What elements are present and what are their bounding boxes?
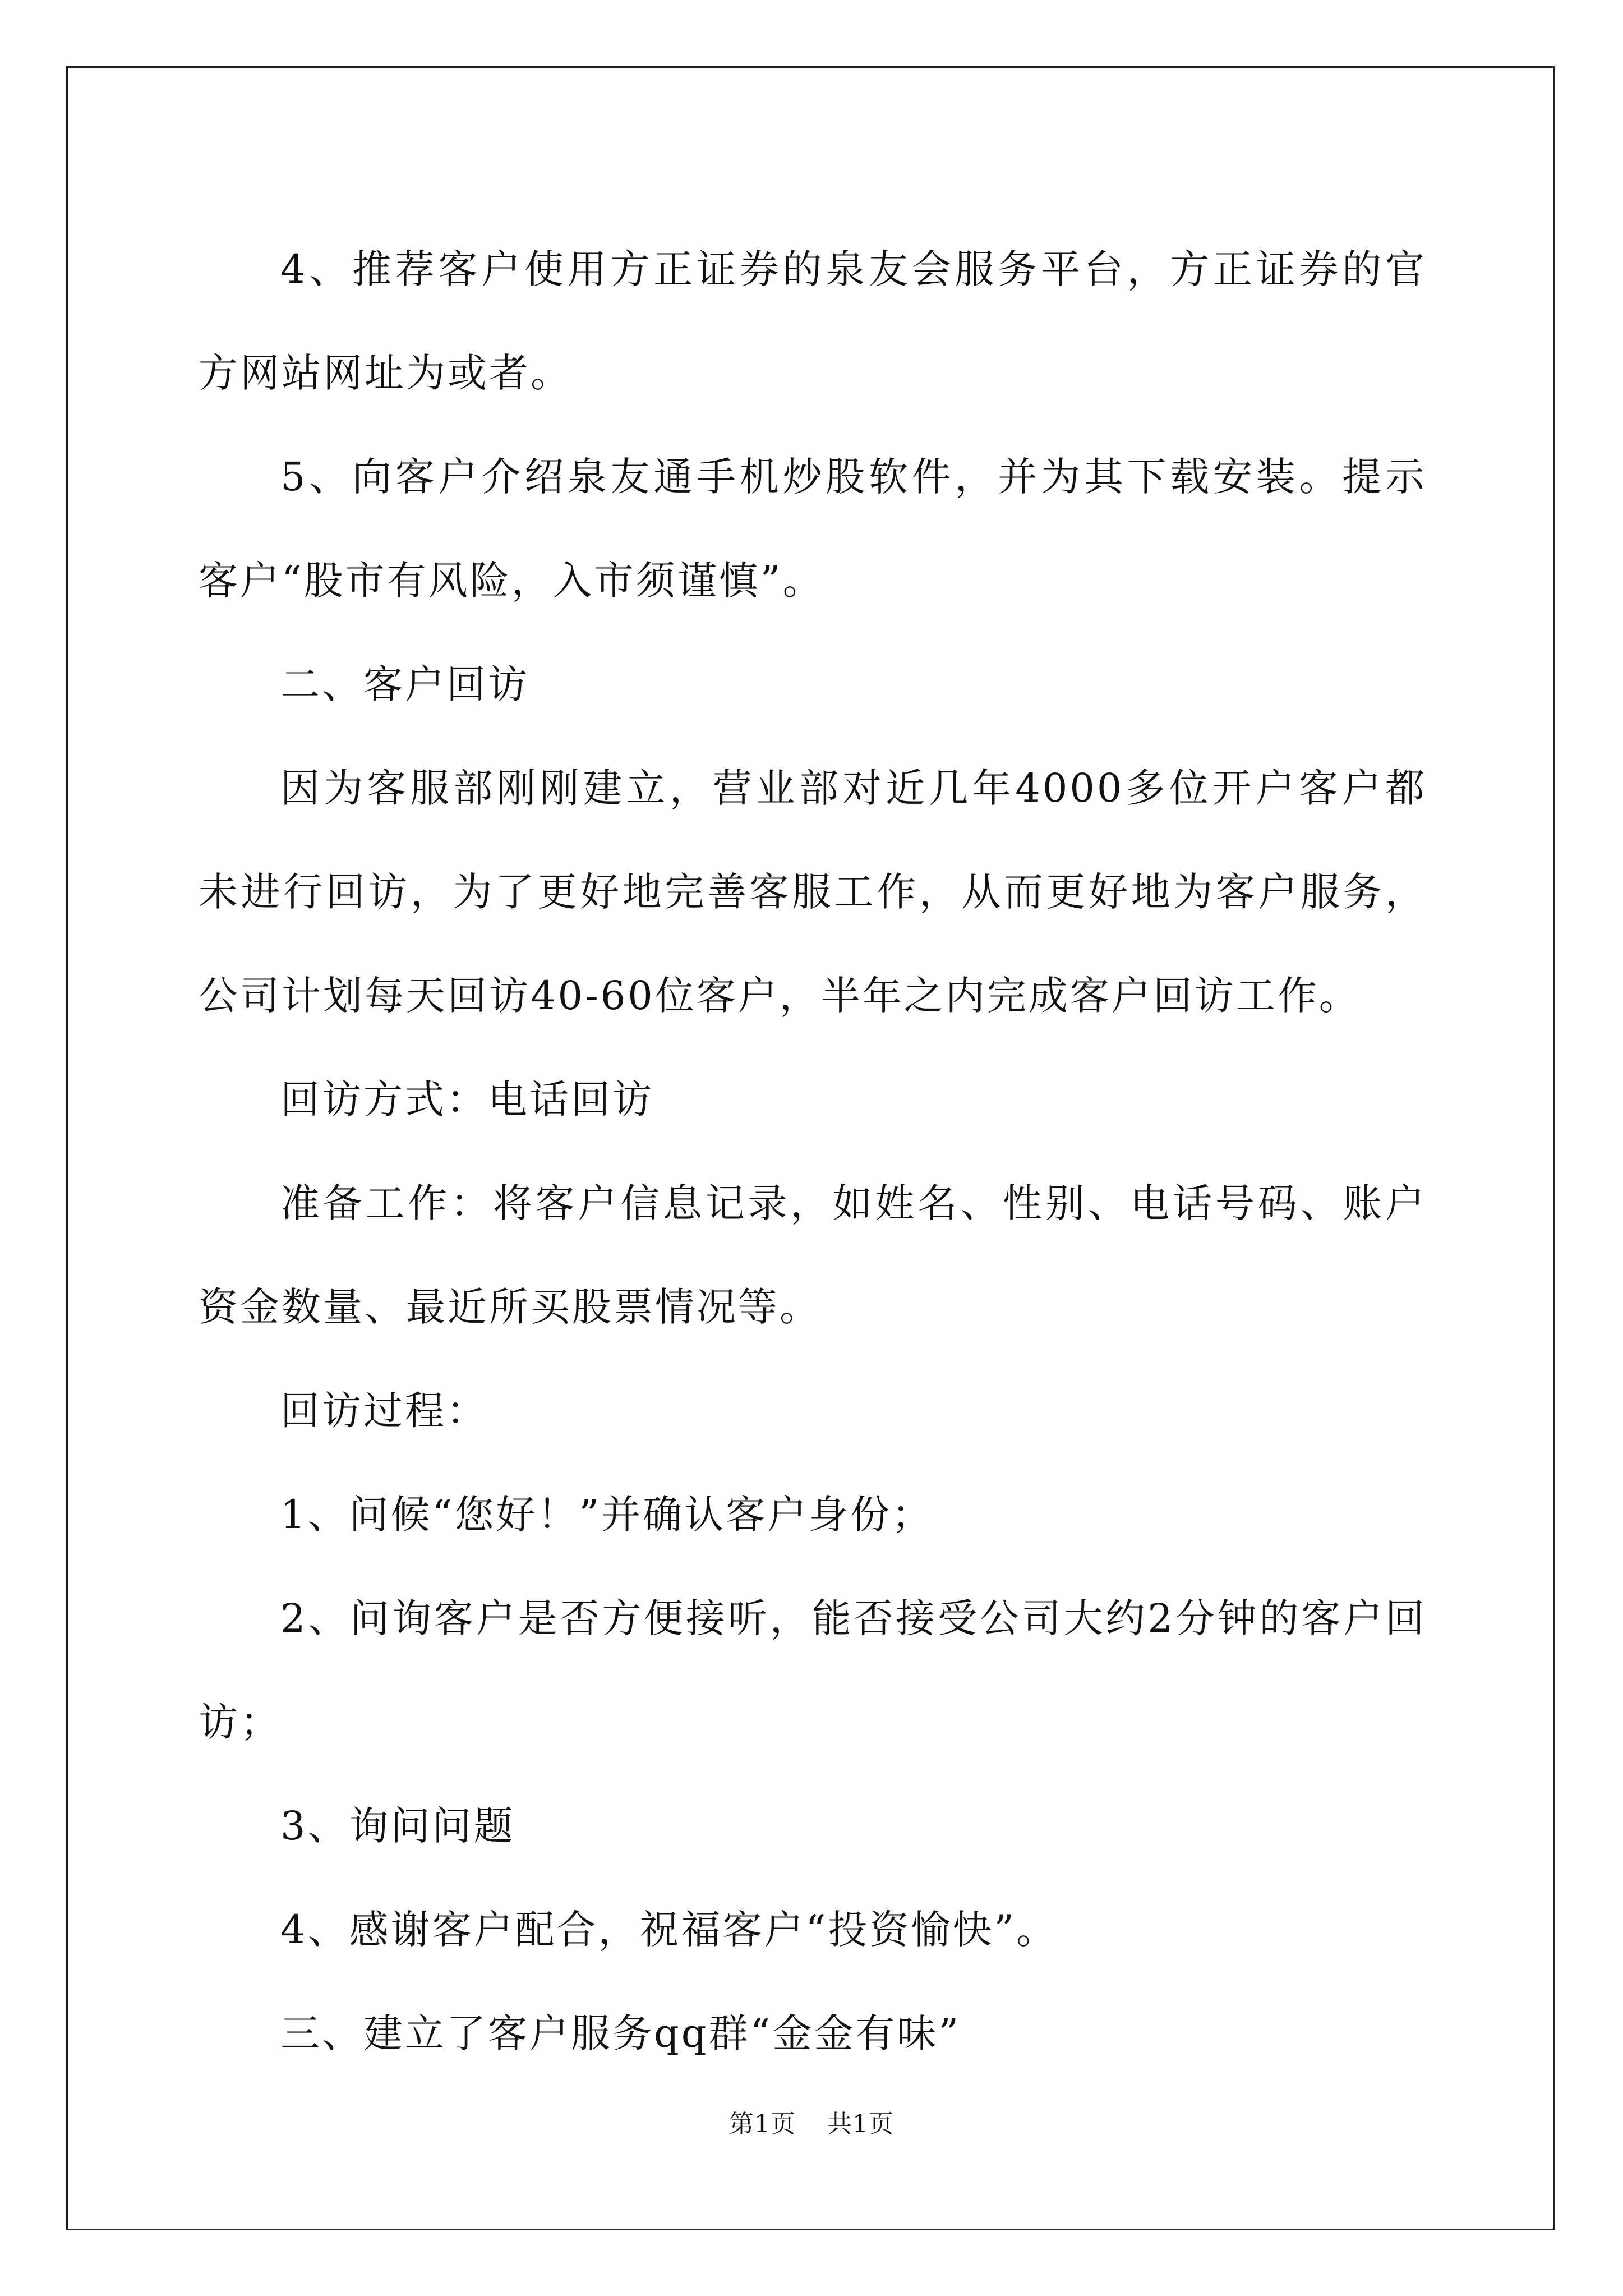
total-pages-label: 共1页	[827, 2110, 894, 2138]
paragraph-6: 回访过程：	[280, 1388, 488, 1434]
page-footer	[0, 2104, 1623, 2139]
paragraph-5: 准备工作：将客户信息记录，如姓名、性别、电话号码、账户资金数量、最近所买股票情况等。	[199, 1180, 1427, 1330]
paragraph-4: 回访方式：电话回访	[280, 1076, 654, 1122]
paragraph-1: 4、推荐客户使用方正证券的泉友会服务平台，方正证券的官方网站网址为或者。	[199, 246, 1427, 396]
document-body	[199, 218, 1427, 2086]
section-heading-3: 三、建立了客户服务qq群“金金有味”	[280, 2010, 961, 2056]
paragraph-3: 因为客服部刚刚建立，营业部对近几年4000多位开户客户都未进行回访，为了更好地完善客服工作，从而更好地为客户服务，公司计划每天回访40-60位客户，半年之内完成客户回访工作。	[199, 765, 1427, 1019]
list-item-4: 4、感谢客户配合，祝福客户“投资愉快”。	[280, 1907, 1058, 1953]
section-heading-2: 二、客户回访	[280, 661, 529, 707]
list-item-1: 1、问候“您好！”并确认客户身份；	[280, 1492, 934, 1538]
list-item-3: 3、询问问题	[280, 1803, 515, 1849]
current-page-label: 第1页	[729, 2110, 796, 2138]
paragraph-2: 5、向客户介绍泉友通手机炒股软件，并为其下载安装。提示客户“股市有风险，入市须谨慎”。	[199, 454, 1427, 604]
list-item-2: 2、问询客户是否方便接听，能否接受公司大约2分钟的客户回访；	[199, 1595, 1427, 1745]
